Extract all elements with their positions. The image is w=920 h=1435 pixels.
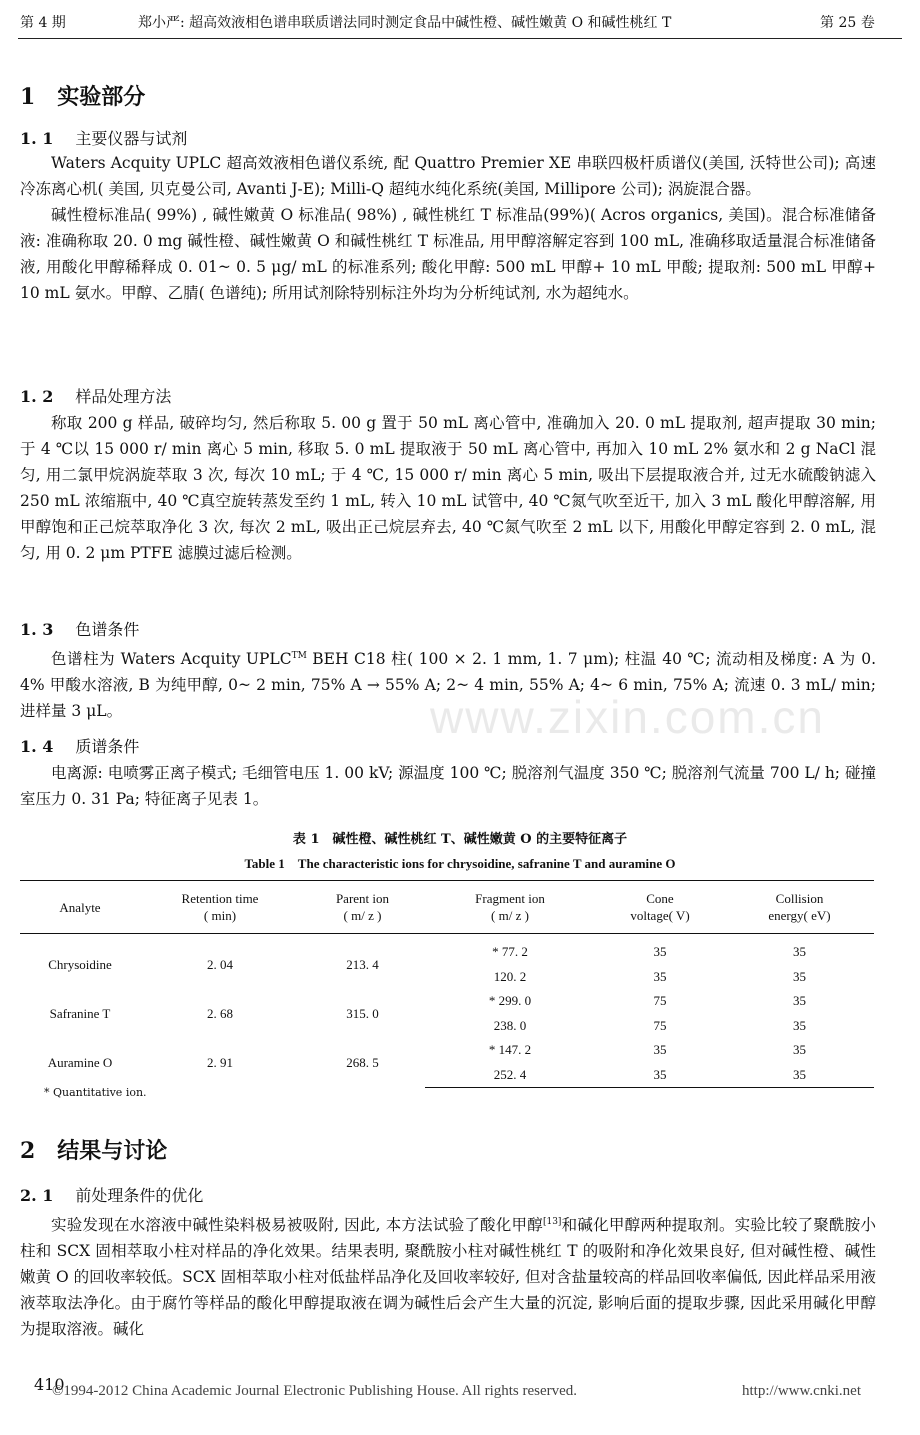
column-header-retention bbox=[140, 881, 300, 934]
section-1-4-heading bbox=[20, 734, 139, 757]
column-header-analyte bbox=[20, 881, 140, 934]
section-2-title: 2 结果与讨论 bbox=[20, 1138, 168, 1164]
header-line: ( m/ z ) bbox=[491, 908, 529, 923]
header-line: ( min) bbox=[203, 908, 237, 923]
header-rule bbox=[18, 38, 902, 39]
section-1-2-body bbox=[20, 410, 876, 566]
paragraph: Waters Acquity UPLC 超高效液相色谱仪系统, 配 Quattro Premier XE 串联四极杆质谱仪(美国, 沃特世公司); 高速冷冻离心机( 美国, 贝克曼公司, Avanti J-E); Milli-Q 超纯水纯化系统(美国, Millipore 公司); 涡旋混合器。 bbox=[20, 154, 876, 198]
section-1-2-heading bbox=[20, 384, 171, 407]
citation: [13] bbox=[542, 1217, 562, 1227]
header-line: Fragment ion bbox=[475, 891, 545, 906]
text-run: 色谱柱为 Waters Acquity UPLC bbox=[51, 650, 292, 669]
cell-fragment: 252. 4 bbox=[425, 1063, 595, 1088]
section-title: 色谱条件 bbox=[75, 620, 140, 639]
cell-collision: 35 bbox=[793, 944, 806, 960]
trademark: TM bbox=[291, 651, 307, 661]
paragraph: 电离源: 电喷雾正离子模式; 毛细管电压 1. 00 kV; 源温度 100 ℃; 脱溶剂气温度 350 ℃; 脱溶剂气流量 700 L/ h; 碰撞室压力 0. 31 Pa; 特征离子见表 1。 bbox=[20, 764, 876, 808]
header-line: Analyte bbox=[59, 899, 101, 915]
text-run: BEH C18 柱( 100 × 2. 1 mm, 1. 7 μm); 柱温 40 ℃; 流动相及梯度: A 为 0. 4% 甲酸水溶液, B 为纯甲醇, 0~ 2 min, 75% A → 55% A; 2~ 4 min, 55% A; 4~ 6 min, 75% A; 流速 0. 3 mL/ min; 进样量 3 μL。 bbox=[20, 650, 876, 721]
section-1-1-heading bbox=[20, 126, 187, 149]
cell-collision: 35 bbox=[793, 993, 806, 1009]
section-2-1-body bbox=[20, 1209, 876, 1342]
cell-cone: 35 bbox=[653, 944, 667, 960]
cell-collision: 35 bbox=[725, 1063, 874, 1088]
table-row bbox=[20, 989, 874, 1014]
issue-number: 第 4 期 bbox=[20, 15, 66, 31]
section-number: 1. 4 bbox=[20, 737, 54, 756]
table-row bbox=[20, 934, 874, 965]
cell-analyte: Auramine O bbox=[47, 1054, 113, 1070]
table-footnote: * Quantitative ion. bbox=[44, 1086, 147, 1099]
cell-cone: 35 bbox=[595, 1063, 725, 1088]
section-title: 样品处理方法 bbox=[75, 387, 172, 406]
header-line: ( m/ z ) bbox=[343, 908, 382, 923]
cell-analyte: Safranine T bbox=[49, 1005, 111, 1021]
cnki-link[interactable]: http://www.cnki.net bbox=[742, 1383, 862, 1399]
cell-fragment: 120. 2 bbox=[493, 968, 527, 984]
cell-collision: 35 bbox=[793, 1042, 806, 1058]
paragraph: 碱性橙标准品( 99%) , 碱性嫩黄 O 标准品( 98%) , 碱性桃红 T 标准品(99%)( Acros organics, 美国)。混合标准储备液: 准确称取 20. 0 mg 碱性橙、碱性嫩黄 O 和碱性桃红 T 标准品, 用甲醇溶解定容到 100 mL, 准确移取适量混合标准储备液, 用酸化甲醇稀释成 0. 01~ 0. 5 μg/ mL 的标准系列; 酸化甲醇: 500 mL 甲醇+ 10 mL 甲酸; 提取剂: 500 mL 甲醇+ 10 mL 氨水。甲醇、乙腈( 色谱纯); 所用试剂除特别标注外均为分析纯试剂, 水为超纯水。 bbox=[20, 206, 876, 302]
table-row bbox=[20, 1038, 874, 1063]
header-line: voltage( V) bbox=[630, 908, 690, 923]
table-header-row bbox=[20, 881, 874, 934]
section-title: 质谱条件 bbox=[75, 737, 140, 756]
cell-cone: 35 bbox=[653, 968, 667, 984]
header-line: energy( eV) bbox=[768, 908, 831, 923]
column-header-cone bbox=[595, 881, 725, 934]
paragraph: 称取 200 g 样品, 破碎均匀, 然后称取 5. 00 g 置于 50 mL 离心管中, 准确加入 20. 0 mL 提取剂, 超声提取 30 min; 于 4 ℃以 15 000 r/ min 离心 5 min, 移取 5. 0 mL 提取液于 50 mL 离心管中, 再加入 10 mL 2% 氨水和 2 g NaCl 混匀, 用二氯甲烷涡旋萃取 3 次, 每次 10 mL; 于 4 ℃, 15 000 r/ min 离心 5 min, 吸出下层提取液合并, 过无水硫酸钠滤入 250 mL 浓缩瓶中, 40 ℃真空旋转蒸发至约 1 mL, 转入 10 mL 试管中, 40 ℃氮气吹至近干, 加入 3 mL 酸化甲醇溶解, 用甲醇饱和正己烷萃取净化 3 次, 每次 2 mL, 吸出正己烷层弃去, 40 ℃氮气吹至 2 mL 以下, 用酸化甲醇定容到 2. 0 mL, 混匀, 用 0. 2 μm PTFE 滤膜过滤后检测。 bbox=[20, 414, 876, 562]
cell-fragment: * 77. 2 bbox=[492, 944, 528, 960]
text-run: 实验发现在水溶液中碱性染料极易被吸附, 因此, 本方法试验了酸化甲醇 bbox=[51, 1216, 543, 1235]
header-line: Cone bbox=[646, 891, 674, 906]
cell-parent: 268. 5 bbox=[346, 1054, 379, 1070]
header-line: Retention time bbox=[181, 891, 259, 906]
volume-number: 第 25 卷 bbox=[820, 15, 875, 31]
cell-fragment: 238. 0 bbox=[493, 1017, 527, 1033]
section-1-3-heading bbox=[20, 617, 139, 640]
section-1-title: 1 实验部分 bbox=[20, 84, 146, 110]
section-1-3-body bbox=[20, 643, 876, 724]
section-title: 主要仪器与试剂 bbox=[75, 129, 188, 148]
cell-analyte: Chrysoidine bbox=[48, 956, 112, 972]
paragraph bbox=[20, 1209, 876, 1342]
section-title: 前处理条件的优化 bbox=[75, 1186, 204, 1205]
cell-cone: 75 bbox=[653, 1017, 667, 1033]
section-number: 1. 3 bbox=[20, 620, 54, 639]
running-title: 郑小严: 超高效液相色谱串联质谱法同时测定食品中碱性橙、碱性嫩黄 O 和碱性桃红 T bbox=[138, 15, 672, 31]
cell-retention: 2. 91 bbox=[207, 1054, 233, 1070]
watermark: www.zixin.com.cn bbox=[430, 691, 825, 743]
section-1-1-body bbox=[20, 150, 876, 306]
ions-table bbox=[20, 880, 874, 1088]
paragraph bbox=[20, 643, 876, 724]
cell-retention: 2. 04 bbox=[207, 956, 233, 972]
section-number: 1. 1 bbox=[20, 129, 54, 148]
column-header-collision bbox=[725, 881, 874, 934]
cell-fragment: * 299. 0 bbox=[488, 993, 532, 1009]
table-title-en: Table 1 The characteristic ions for chrysoidine, safranine T and auramine O bbox=[244, 856, 676, 871]
table-title-cn: 表 1 碱性橙、碱性桃红 T、碱性嫩黄 O 的主要特征离子 bbox=[292, 832, 628, 847]
section-1-4-body bbox=[20, 760, 876, 812]
page-number: 410 bbox=[34, 1375, 65, 1394]
cell-cone: 35 bbox=[653, 1042, 667, 1058]
section-2-1-heading bbox=[20, 1183, 203, 1206]
cell-cone: 75 bbox=[653, 993, 667, 1009]
header-line: Collision bbox=[775, 891, 824, 906]
cell-parent: 315. 0 bbox=[346, 1005, 379, 1021]
column-header-fragment bbox=[425, 881, 595, 934]
column-header-parent bbox=[300, 881, 425, 934]
cell-parent: 213. 4 bbox=[346, 956, 379, 972]
cell-retention: 2. 68 bbox=[207, 1005, 233, 1021]
cell-collision: 35 bbox=[793, 1017, 806, 1033]
section-number: 1. 2 bbox=[20, 387, 54, 406]
cell-collision: 35 bbox=[793, 968, 806, 984]
section-number: 2. 1 bbox=[20, 1186, 54, 1205]
text-run: 和碱化甲醇两种提取剂。实验比较了聚酰胺小柱和 SCX 固相萃取小柱对样品的净化效果。结果表明, 聚酰胺小柱对碱性桃红 T 的吸附和净化效果良好, 但对碱性橙、碱性嫩黄 O 的回收率较低。SCX 固相萃取小柱对低盐样品净化及回收率较好, 但对含盐量较高的样品回收率偏低, 因此样品采用液液萃取法净化。由于腐竹等样品的酸化甲醇提取液在调为碱性后会产生大量的沉淀, 影响后面的提取步骤, 因此采用碱化甲醇为提取溶液。碱化 bbox=[20, 1216, 876, 1339]
copyright-notice: ©1994-2012 China Academic Journal Electronic Publishing House. All rights reserved. bbox=[52, 1383, 578, 1399]
cell-fragment: * 147. 2 bbox=[488, 1042, 532, 1058]
header-line: Parent ion bbox=[335, 891, 390, 906]
